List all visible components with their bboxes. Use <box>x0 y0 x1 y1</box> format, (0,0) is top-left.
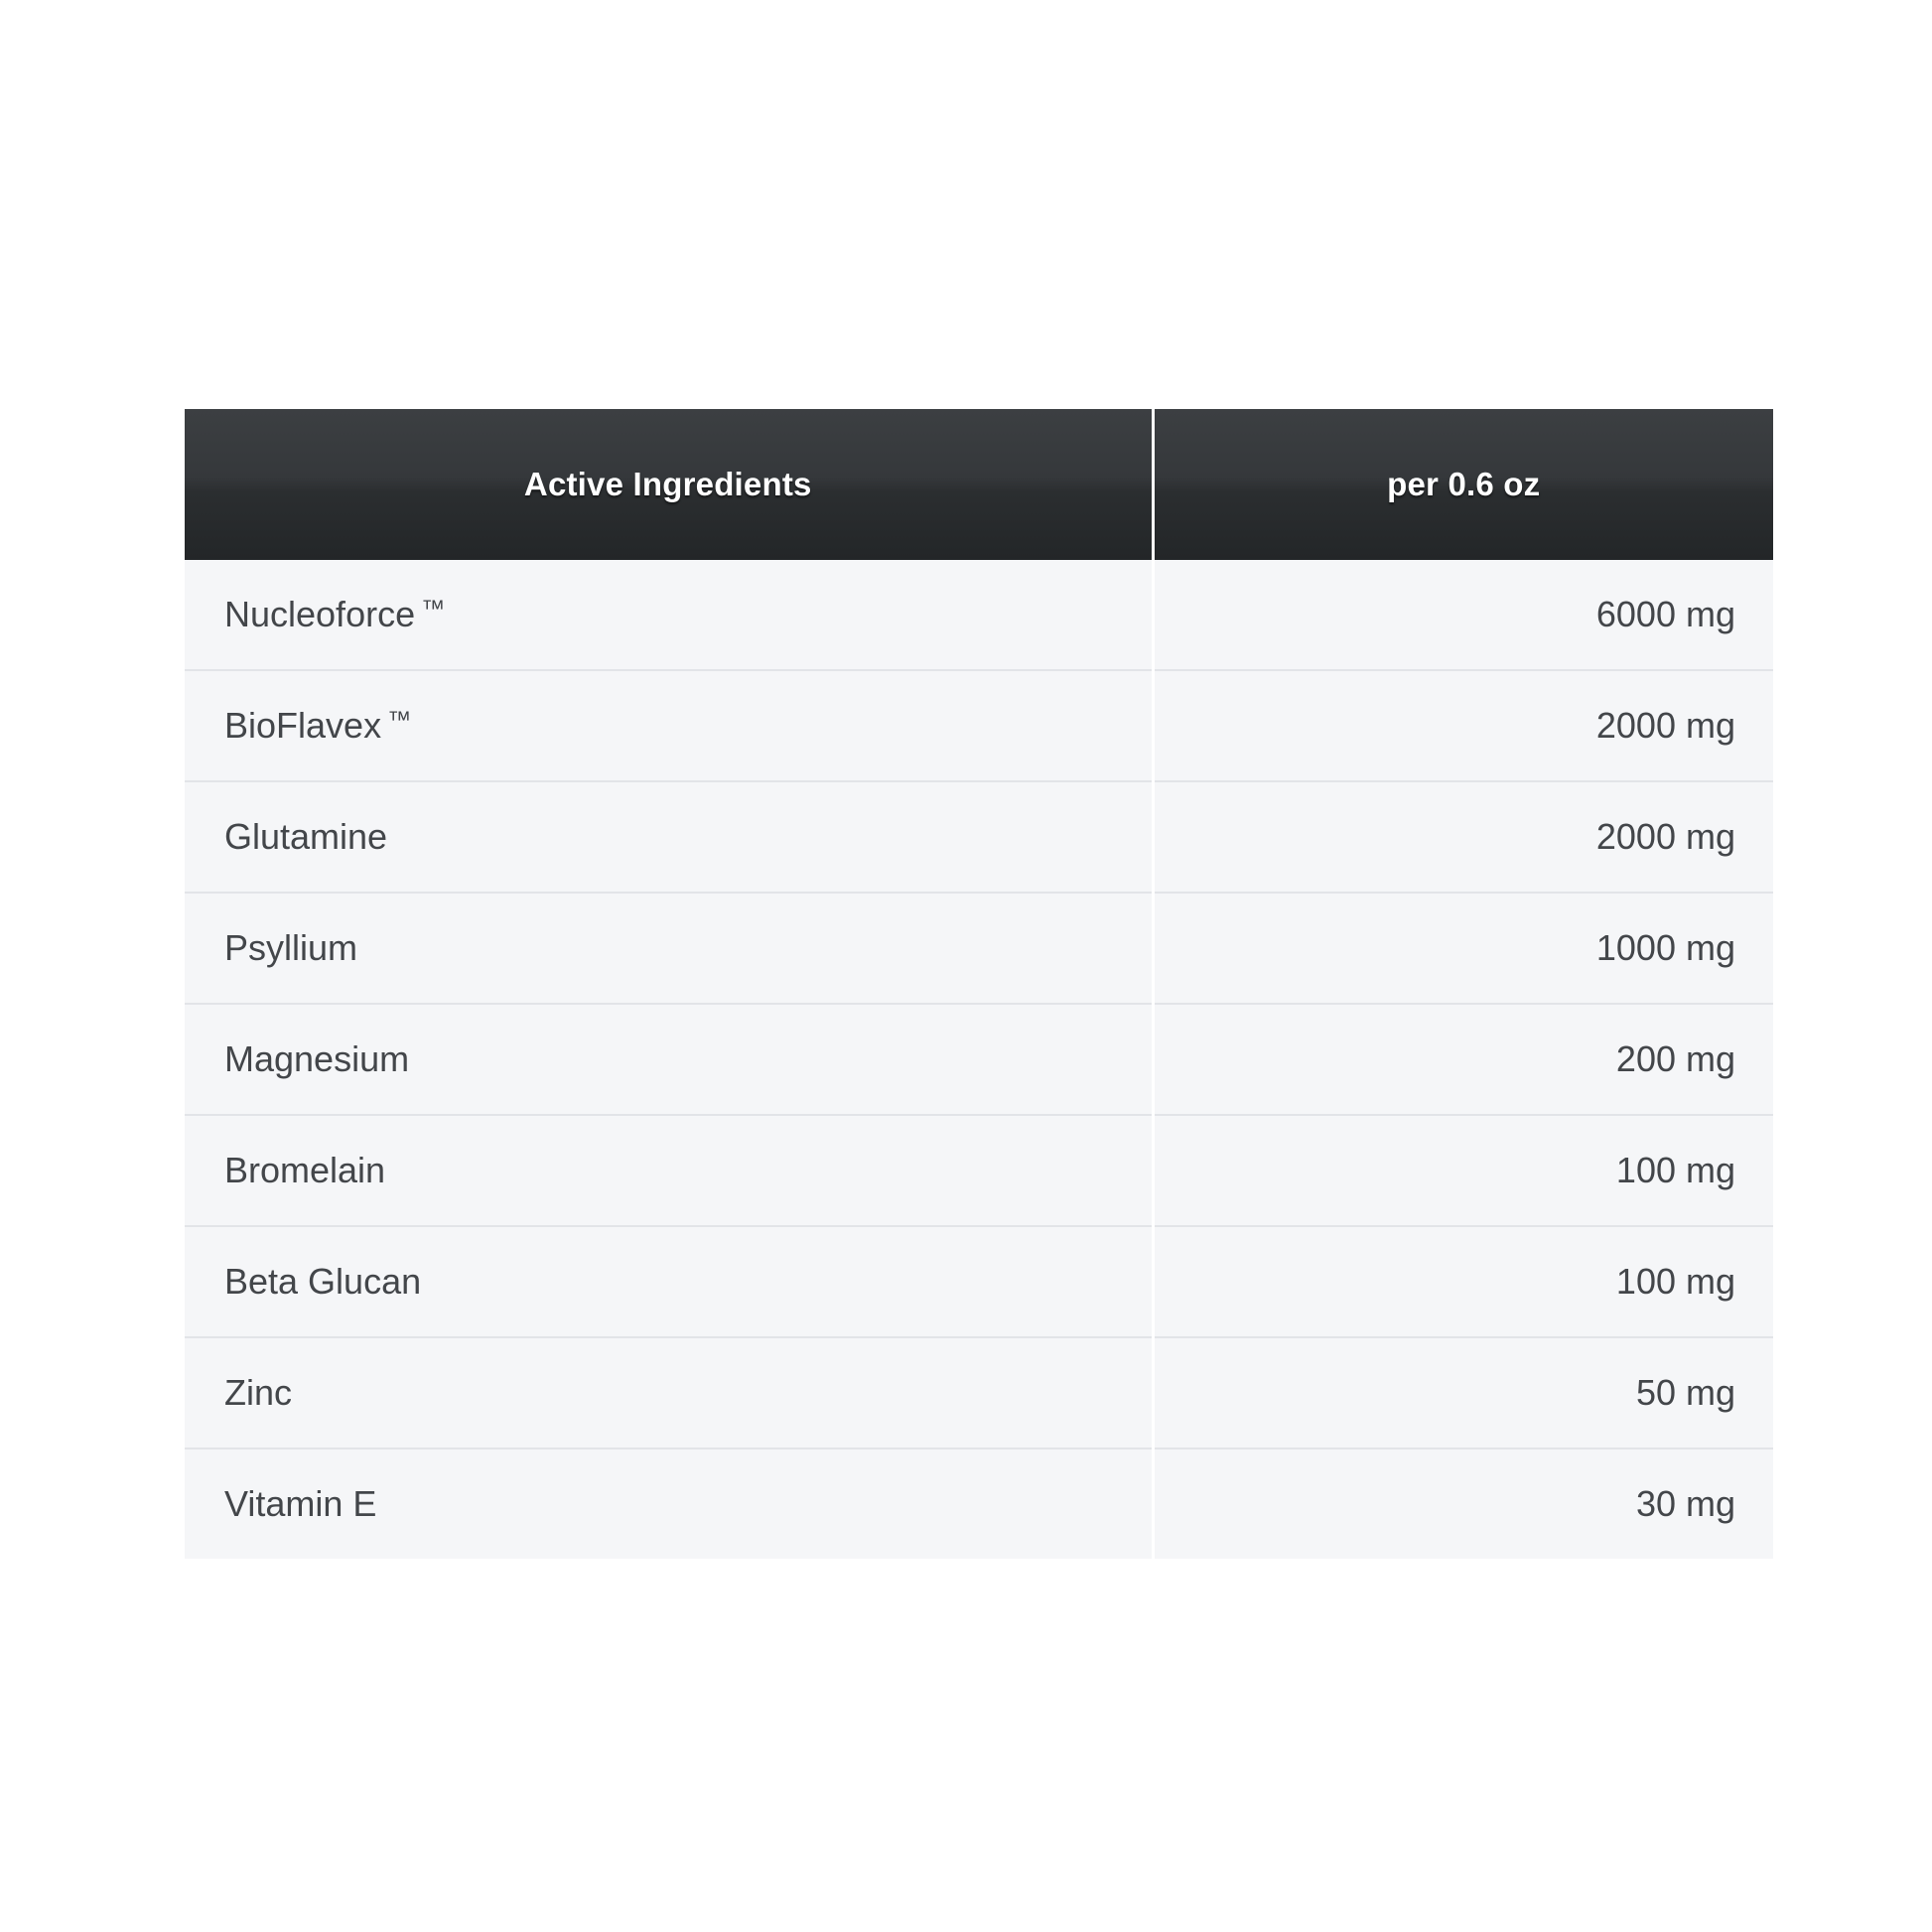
ingredients-table-container <box>185 409 1773 1559</box>
table-row <box>185 1449 1773 1559</box>
ingredient-name-cell <box>185 1115 1153 1226</box>
ingredient-amount-cell: 1000 mg <box>1153 893 1773 1004</box>
ingredient-amount-cell: 2000 mg <box>1153 781 1773 893</box>
ingredient-amount-cell: 6000 mg <box>1153 560 1773 670</box>
ingredient-name-text: Bromelain <box>224 1150 386 1190</box>
table-row <box>185 1004 1773 1115</box>
table-row <box>185 1115 1773 1226</box>
ingredient-amount-cell: 30 mg <box>1153 1449 1773 1559</box>
ingredient-name-text: Vitamin E <box>224 1483 377 1524</box>
ingredients-table <box>185 409 1773 1559</box>
column-header-active-ingredients: Active Ingredients <box>185 409 1153 560</box>
table-row <box>185 560 1773 670</box>
ingredient-name-text: Magnesium <box>224 1038 410 1079</box>
ingredient-name-text: Glutamine <box>224 816 388 857</box>
ingredient-name-text: BioFlavex <box>224 705 382 746</box>
table-row <box>185 1226 1773 1337</box>
ingredient-name-cell <box>185 1004 1153 1115</box>
ingredient-amount-cell: 100 mg <box>1153 1226 1773 1337</box>
ingredient-name-cell <box>185 1226 1153 1337</box>
ingredient-name-text: Zinc <box>224 1372 293 1413</box>
ingredient-name-text: Nucleoforce <box>224 594 416 634</box>
trademark-mark: ™ <box>387 707 412 734</box>
ingredient-amount-cell: 200 mg <box>1153 1004 1773 1115</box>
ingredient-name-cell <box>185 560 1153 670</box>
ingredient-amount-cell: 2000 mg <box>1153 670 1773 781</box>
table-row <box>185 670 1773 781</box>
ingredient-name-cell <box>185 670 1153 781</box>
ingredient-name-text: Psyllium <box>224 927 358 968</box>
ingredient-name-cell <box>185 781 1153 893</box>
column-header-per-serving: per 0.6 oz <box>1153 409 1773 560</box>
trademark-mark: ™ <box>421 596 446 622</box>
table-body <box>185 560 1773 1559</box>
ingredient-name-cell <box>185 893 1153 1004</box>
ingredient-name-text: Beta Glucan <box>224 1261 422 1302</box>
table-row <box>185 781 1773 893</box>
table-header <box>185 409 1773 560</box>
ingredient-name-cell <box>185 1449 1153 1559</box>
table-row <box>185 893 1773 1004</box>
ingredient-amount-cell: 50 mg <box>1153 1337 1773 1449</box>
ingredient-name-cell <box>185 1337 1153 1449</box>
ingredient-amount-cell: 100 mg <box>1153 1115 1773 1226</box>
table-header-row <box>185 409 1773 560</box>
table-row <box>185 1337 1773 1449</box>
